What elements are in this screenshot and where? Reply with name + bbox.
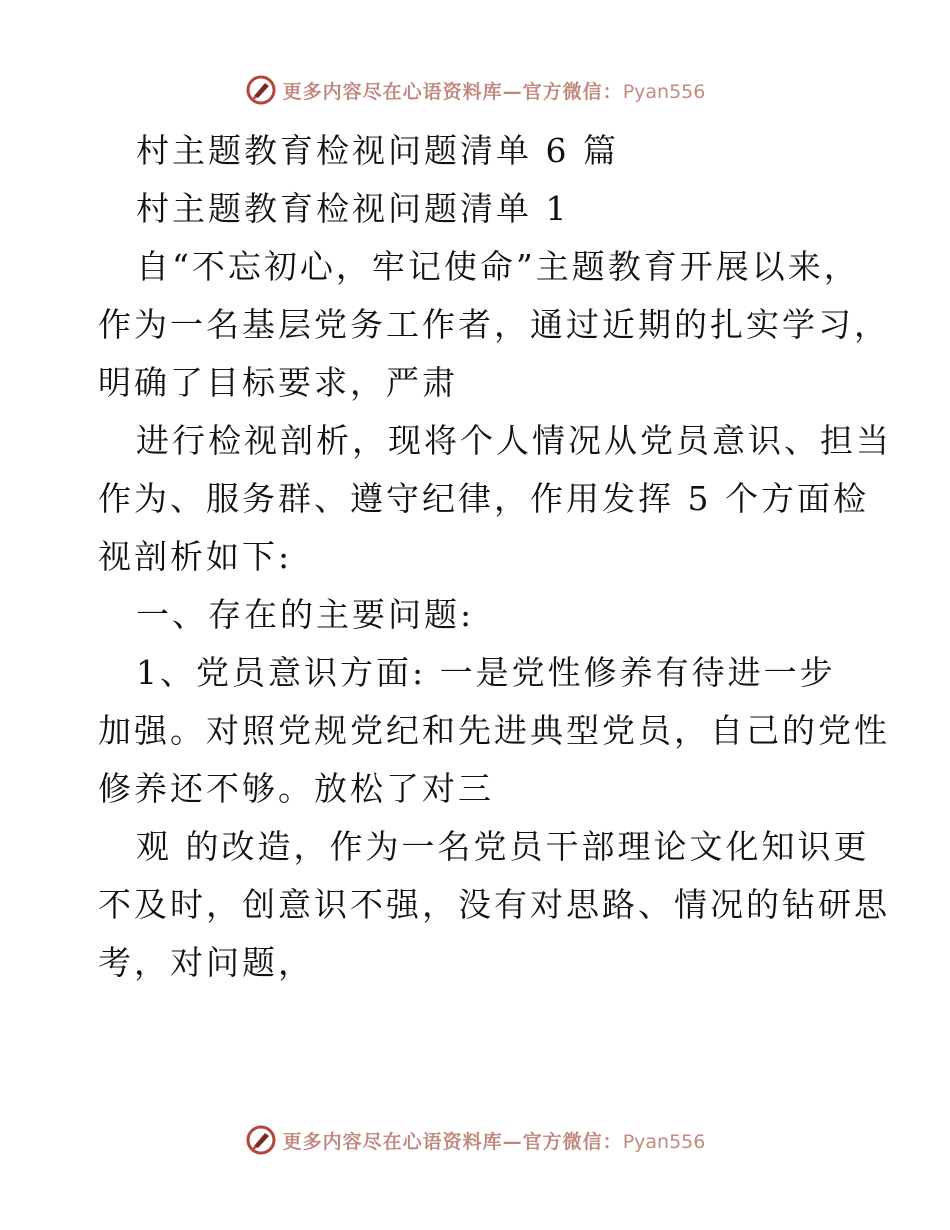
paragraph-line: 不及时，创意识不强，没有对思路、情况的钻研思: [98, 885, 890, 924]
brush-circle-logo-icon: [245, 74, 277, 106]
paragraph-line: 作为、服务群、遵守纪律，作用发挥 5 个方面检: [98, 479, 869, 518]
paragraph-line: 1、党员意识方面: 一是党性修养有待进一步: [136, 653, 836, 692]
document-title: 村主题教育检视问题清单 6 篇: [136, 131, 619, 170]
paragraph-line: 视剖析如下:: [98, 537, 293, 576]
watermark-text: 更多内容尽在心语资料库—官方微信：Pyan556: [282, 1130, 706, 1153]
section-heading: 村主题教育检视问题清单 1: [136, 189, 570, 228]
brush-circle-logo-icon: [245, 1124, 277, 1156]
paragraph-line: 观 的改造，作为一名党员干部理论文化知识更: [136, 827, 870, 866]
header-watermark: [0, 70, 950, 110]
watermark-text: 更多内容尽在心语资料库—官方微信：Pyan556: [282, 80, 706, 103]
paragraph-line: 进行检视剖析，现将个人情况从党员意识、担当: [136, 421, 892, 460]
paragraph-line: 考，对问题，: [98, 943, 314, 982]
footer-watermark: [0, 1120, 950, 1160]
paragraph-line: 作为一名基层党务工作者，通过近期的扎实学习，: [98, 305, 890, 344]
paragraph-line: 自“不忘初心，牢记使命”主题教育开展以来，: [136, 247, 860, 286]
document-body: [98, 122, 892, 992]
paragraph-line: 加强。对照党规党纪和先进典型党员，自己的党性: [98, 711, 890, 750]
paragraph-line: 明确了目标要求，严肃: [98, 363, 458, 402]
paragraph-line: 修养还不够。放松了对三: [98, 769, 494, 808]
subsection-heading: 一、存在的主要问题:: [136, 595, 475, 634]
